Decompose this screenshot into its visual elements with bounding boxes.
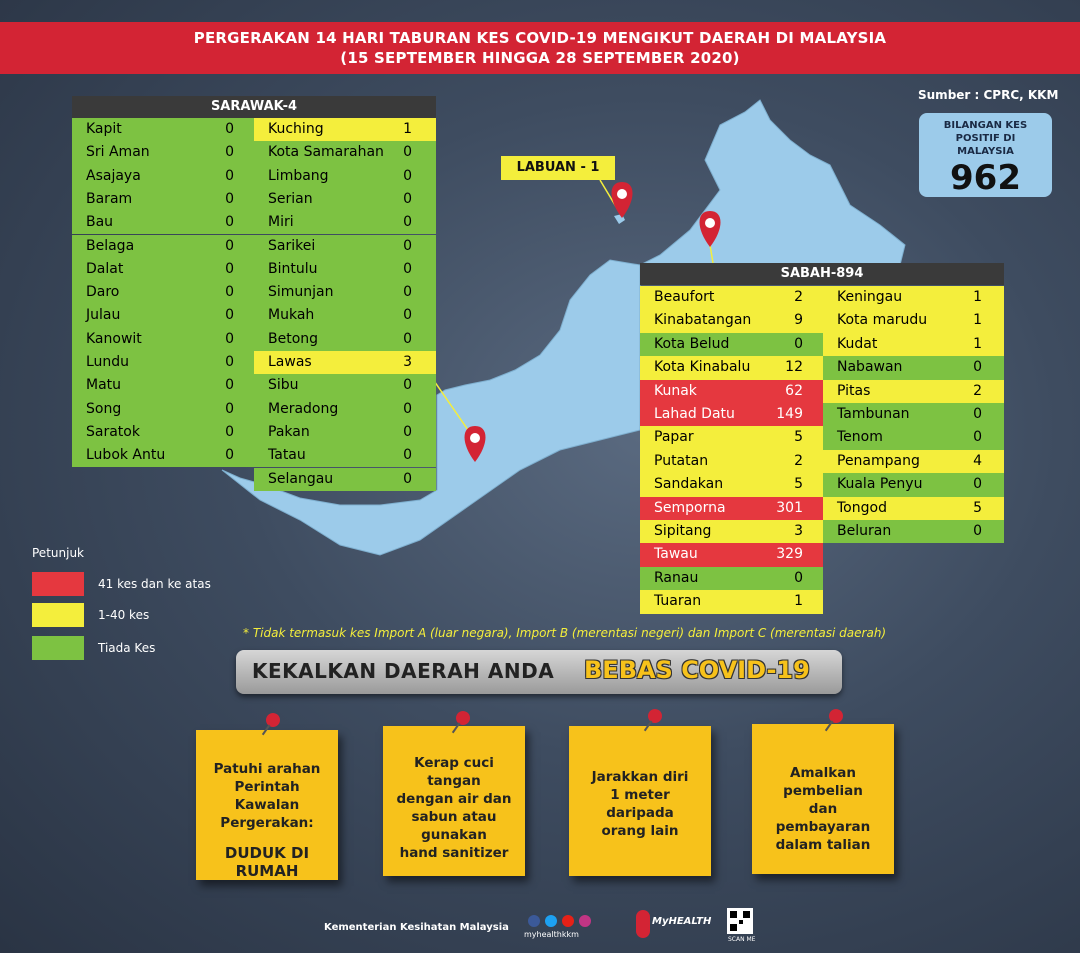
district-row (823, 286, 1004, 309)
note-2-line-1: Kerap cuci (414, 755, 494, 771)
district-name: Dalat (86, 260, 124, 277)
district-name: Sibu (268, 377, 299, 394)
labuan-pin-icon (612, 182, 633, 218)
qr-label: SCAN ME (728, 936, 756, 943)
district-case-count: 0 (403, 260, 412, 277)
district-name: Kunak (654, 382, 697, 399)
advice-note-4 (752, 724, 894, 874)
district-name: Kinabatangan (654, 312, 752, 329)
district-case-count: 5 (794, 429, 803, 446)
district-case-count: 0 (403, 214, 412, 231)
legend-swatch-yellow (32, 603, 84, 627)
social-icons (524, 913, 596, 943)
district-case-count: 0 (973, 523, 982, 539)
note-4-line-5: dalam talian (775, 837, 871, 853)
note-2-line-4: sabun atau (411, 809, 497, 825)
district-row (823, 426, 1004, 449)
legend-label-green: Tiada Kes (98, 641, 156, 655)
district-name: Putatan (654, 452, 709, 469)
district-row (823, 520, 1004, 543)
total-cases-value: 962 (950, 158, 1021, 198)
district-row (823, 450, 1004, 473)
district-name: Simunjan (268, 284, 334, 301)
advice-note-1 (196, 730, 338, 880)
sabah-title: SABAH-894 (640, 263, 1004, 285)
district-name: Pakan (268, 423, 310, 440)
district-case-count: 0 (403, 190, 412, 207)
district-name: Selangau (268, 470, 334, 487)
note-2-line-6: hand sanitizer (399, 845, 509, 861)
district-case-count: 0 (225, 377, 234, 394)
district-case-count: 0 (403, 447, 412, 464)
district-case-count: 0 (973, 406, 982, 422)
district-name: Papar (654, 429, 694, 446)
district-name: Miri (268, 214, 294, 231)
district-name: Bau (86, 214, 114, 231)
note-1-line-3: Pergerakan: (220, 815, 314, 831)
note-3-line-3: daripada (606, 805, 674, 821)
district-row (823, 403, 1004, 426)
district-row (72, 304, 254, 327)
district-row (640, 333, 823, 356)
district-case-count: 149 (776, 406, 803, 422)
district-case-count: 9 (794, 312, 803, 329)
district-case-count: 0 (225, 167, 234, 184)
twitter-icon[interactable] (545, 915, 557, 927)
district-name: Kota marudu (837, 312, 928, 329)
district-name: Nabawan (837, 359, 903, 376)
district-row (72, 188, 254, 211)
district-row (640, 403, 823, 426)
district-case-count: 0 (973, 476, 982, 493)
district-case-count: 5 (973, 499, 982, 516)
district-name: Mukah (268, 307, 315, 324)
note-2-line-5: gunakan (421, 827, 487, 843)
district-row (823, 380, 1004, 403)
district-case-count: 5 (794, 476, 803, 493)
district-case-count: 0 (225, 260, 234, 277)
district-row (254, 351, 436, 374)
district-case-count: 0 (225, 354, 234, 370)
district-case-count: 0 (403, 237, 412, 254)
instagram-icon[interactable] (579, 915, 591, 927)
district-row (640, 380, 823, 403)
district-name: Limbang (268, 167, 329, 184)
legend-label-yellow: 1-40 kes (98, 608, 150, 622)
district-name: Kuching (268, 121, 324, 137)
myhealth-logo (634, 906, 710, 946)
district-case-count: 0 (225, 284, 234, 301)
note-4-line-3: dan (808, 801, 838, 817)
district-case-count: 0 (403, 144, 412, 161)
facebook-icon[interactable] (528, 915, 540, 927)
district-case-count: 0 (403, 470, 412, 487)
total-cases-box (919, 113, 1052, 197)
labuan-label: LABUAN - 1 (501, 156, 615, 180)
total-cases-label: BILANGAN KES POSITIF DI MALAYSIA (943, 120, 1028, 157)
district-case-count: 0 (225, 307, 234, 324)
district-case-count: 3 (794, 523, 803, 539)
district-case-count: 0 (225, 144, 234, 161)
slogan-part-1: KEKALKAN DAERAH ANDA (252, 659, 555, 683)
title-line-1: PERGERAKAN 14 HARI TABURAN KES COVID-19 MENGIKUT DAERAH DI MALAYSIA (193, 29, 887, 47)
district-name: Belaga (86, 237, 135, 254)
district-row (640, 356, 823, 379)
district-row (640, 426, 823, 449)
district-name: Kudat (837, 335, 878, 352)
sarawak-title: SARAWAK-4 (72, 96, 436, 118)
district-row (640, 543, 823, 566)
legend-label-red: 41 kes dan ke atas (98, 577, 211, 591)
district-case-count: 2 (794, 452, 803, 469)
social-handle: myhealthkkm (524, 930, 579, 939)
district-name: Kuala Penyu (837, 476, 923, 493)
district-row (640, 309, 823, 332)
district-case-count: 1 (973, 335, 982, 352)
district-name: Song (86, 400, 122, 417)
district-row (640, 450, 823, 473)
district-case-count: 0 (403, 284, 412, 301)
district-row (640, 520, 823, 543)
myhealth-logo-figure-icon (636, 910, 650, 938)
qr-code[interactable] (727, 908, 753, 934)
note-2-line-2: tangan (427, 773, 481, 789)
district-name: Beluran (837, 523, 892, 539)
district-row (823, 473, 1004, 496)
district-name: Semporna (654, 499, 726, 516)
district-row (640, 567, 823, 590)
district-name: Sri Aman (86, 144, 150, 161)
district-case-count: 0 (225, 400, 234, 417)
slogan-part-2: BEBAS COVID-19 (584, 656, 810, 684)
district-row (254, 444, 436, 467)
district-row (72, 398, 254, 421)
district-case-count: 2 (973, 382, 982, 399)
district-case-count: 0 (225, 121, 234, 137)
district-case-count: 3 (403, 354, 412, 370)
district-case-count: 62 (785, 382, 803, 399)
myhealth-logo-text: MyHEALTH (652, 916, 712, 927)
district-row (823, 356, 1004, 379)
district-case-count: 0 (225, 330, 234, 347)
district-case-count: 2 (794, 289, 803, 305)
district-row (72, 328, 254, 351)
district-case-count: 1 (794, 593, 803, 610)
district-name: Meradong (268, 400, 339, 417)
note-4-line-1: Amalkan (790, 765, 856, 781)
note-1-emphasis-2: RUMAH (235, 862, 299, 880)
district-name: Sarikei (268, 237, 316, 254)
district-name: Penampang (837, 452, 920, 469)
district-row (640, 590, 823, 613)
district-name: Matu (86, 377, 122, 394)
district-case-count: 0 (403, 377, 412, 394)
district-row (72, 281, 254, 304)
district-name: Saratok (86, 423, 140, 440)
note-3-line-1: Jarakkan diri (591, 769, 689, 785)
district-name: Keningau (837, 289, 903, 305)
district-case-count: 301 (776, 499, 803, 516)
district-row (823, 309, 1004, 332)
district-row (254, 188, 436, 211)
district-case-count: 0 (403, 423, 412, 440)
note-2-line-3: dengan air dan (396, 791, 512, 807)
district-row (72, 211, 254, 234)
district-name: Tuaran (654, 593, 702, 610)
district-name: Tawau (654, 546, 698, 563)
title-line-2: (15 SEPTEMBER HINGGA 28 SEPTEMBER 2020) (340, 49, 740, 67)
advice-note-3 (569, 726, 711, 876)
district-name: Serian (268, 190, 313, 207)
district-row (640, 497, 823, 520)
note-1-line-1: Patuhi arahan (213, 761, 321, 777)
district-name: Pitas (837, 382, 871, 399)
note-4-line-2: pembelian (783, 783, 863, 799)
slogan-banner (236, 650, 842, 694)
legend-swatch-green (32, 636, 84, 660)
district-row (254, 328, 436, 351)
district-name: Lahad Datu (654, 406, 735, 422)
district-name: Tenom (837, 429, 883, 446)
district-row (72, 141, 254, 164)
district-row (72, 421, 254, 444)
district-name: Julau (86, 307, 121, 324)
source-label: Sumber : CPRC, KKM (918, 88, 1059, 102)
district-row (72, 258, 254, 281)
district-case-count: 0 (403, 307, 412, 324)
district-name: Lubok Antu (86, 447, 166, 464)
district-name: Sandakan (654, 476, 724, 493)
district-case-count: 0 (225, 423, 234, 440)
district-case-count: 0 (794, 569, 803, 586)
district-case-count: 0 (403, 167, 412, 184)
advice-note-2 (383, 726, 525, 876)
district-case-count: 1 (403, 121, 412, 137)
district-case-count: 0 (794, 335, 803, 352)
district-row (254, 421, 436, 444)
district-row (254, 235, 436, 258)
district-case-count: 1 (973, 289, 982, 305)
district-name: Betong (268, 330, 319, 347)
district-case-count: 0 (973, 429, 982, 446)
district-name: Baram (86, 190, 133, 207)
district-name: Tongod (837, 499, 887, 516)
district-case-count: 0 (973, 359, 982, 376)
district-name: Bintulu (268, 260, 318, 277)
district-case-count: 329 (776, 546, 803, 563)
note-1-line-2: Perintah Kawalan (234, 779, 300, 813)
district-row (254, 398, 436, 421)
note-1-emphasis-1: DUDUK DI (224, 844, 310, 862)
district-case-count: 1 (973, 312, 982, 329)
district-row (72, 118, 254, 141)
district-name: Kota Samarahan (268, 144, 384, 161)
district-name: Daro (86, 284, 120, 301)
district-name: Tambunan (837, 406, 910, 422)
note-3-line-4: orang lain (601, 823, 679, 839)
district-name: Beaufort (654, 289, 715, 305)
district-row (254, 304, 436, 327)
footnote: * Tidak termasuk kes Import A (luar negara), Import B (merentasi negeri) dan Import C (merentasi daerah) (243, 626, 887, 640)
district-name: Ranau (654, 569, 699, 586)
district-name: Tatau (268, 447, 306, 464)
district-case-count: 0 (225, 237, 234, 254)
district-case-count: 4 (973, 452, 982, 469)
district-name: Kota Kinabalu (654, 359, 751, 376)
district-row (254, 281, 436, 304)
district-row (72, 235, 254, 258)
district-row (254, 258, 436, 281)
note-4-line-4: pembayaran (775, 819, 871, 835)
district-row (254, 141, 436, 164)
district-name: Asajaya (86, 167, 141, 184)
district-case-count: 0 (225, 190, 234, 207)
district-case-count: 0 (225, 214, 234, 231)
district-row (72, 351, 254, 374)
district-name: Lawas (268, 354, 312, 370)
district-row (72, 165, 254, 188)
district-row (254, 374, 436, 397)
district-row (254, 118, 436, 141)
district-case-count: 0 (225, 447, 234, 464)
footer-ministry: Kementerian Kesihatan Malaysia (324, 922, 509, 933)
district-name: Kapit (86, 121, 122, 137)
youtube-icon[interactable] (562, 915, 574, 927)
district-name: Sipitang (654, 523, 712, 539)
district-row (254, 468, 436, 491)
legend-swatch-red (32, 572, 84, 596)
legend-title: Petunjuk (32, 546, 84, 560)
district-name: Kota Belud (654, 335, 730, 352)
district-row (823, 497, 1004, 520)
district-name: Kanowit (86, 330, 142, 347)
district-row (640, 473, 823, 496)
district-case-count: 0 (403, 400, 412, 417)
district-row (823, 333, 1004, 356)
district-row (254, 165, 436, 188)
district-row (640, 286, 823, 309)
district-row (72, 374, 254, 397)
district-row (254, 211, 436, 234)
district-name: Lundu (86, 354, 130, 370)
district-case-count: 0 (403, 330, 412, 347)
note-3-line-2: 1 meter (610, 787, 670, 803)
district-case-count: 12 (785, 359, 803, 376)
district-row (72, 444, 254, 467)
